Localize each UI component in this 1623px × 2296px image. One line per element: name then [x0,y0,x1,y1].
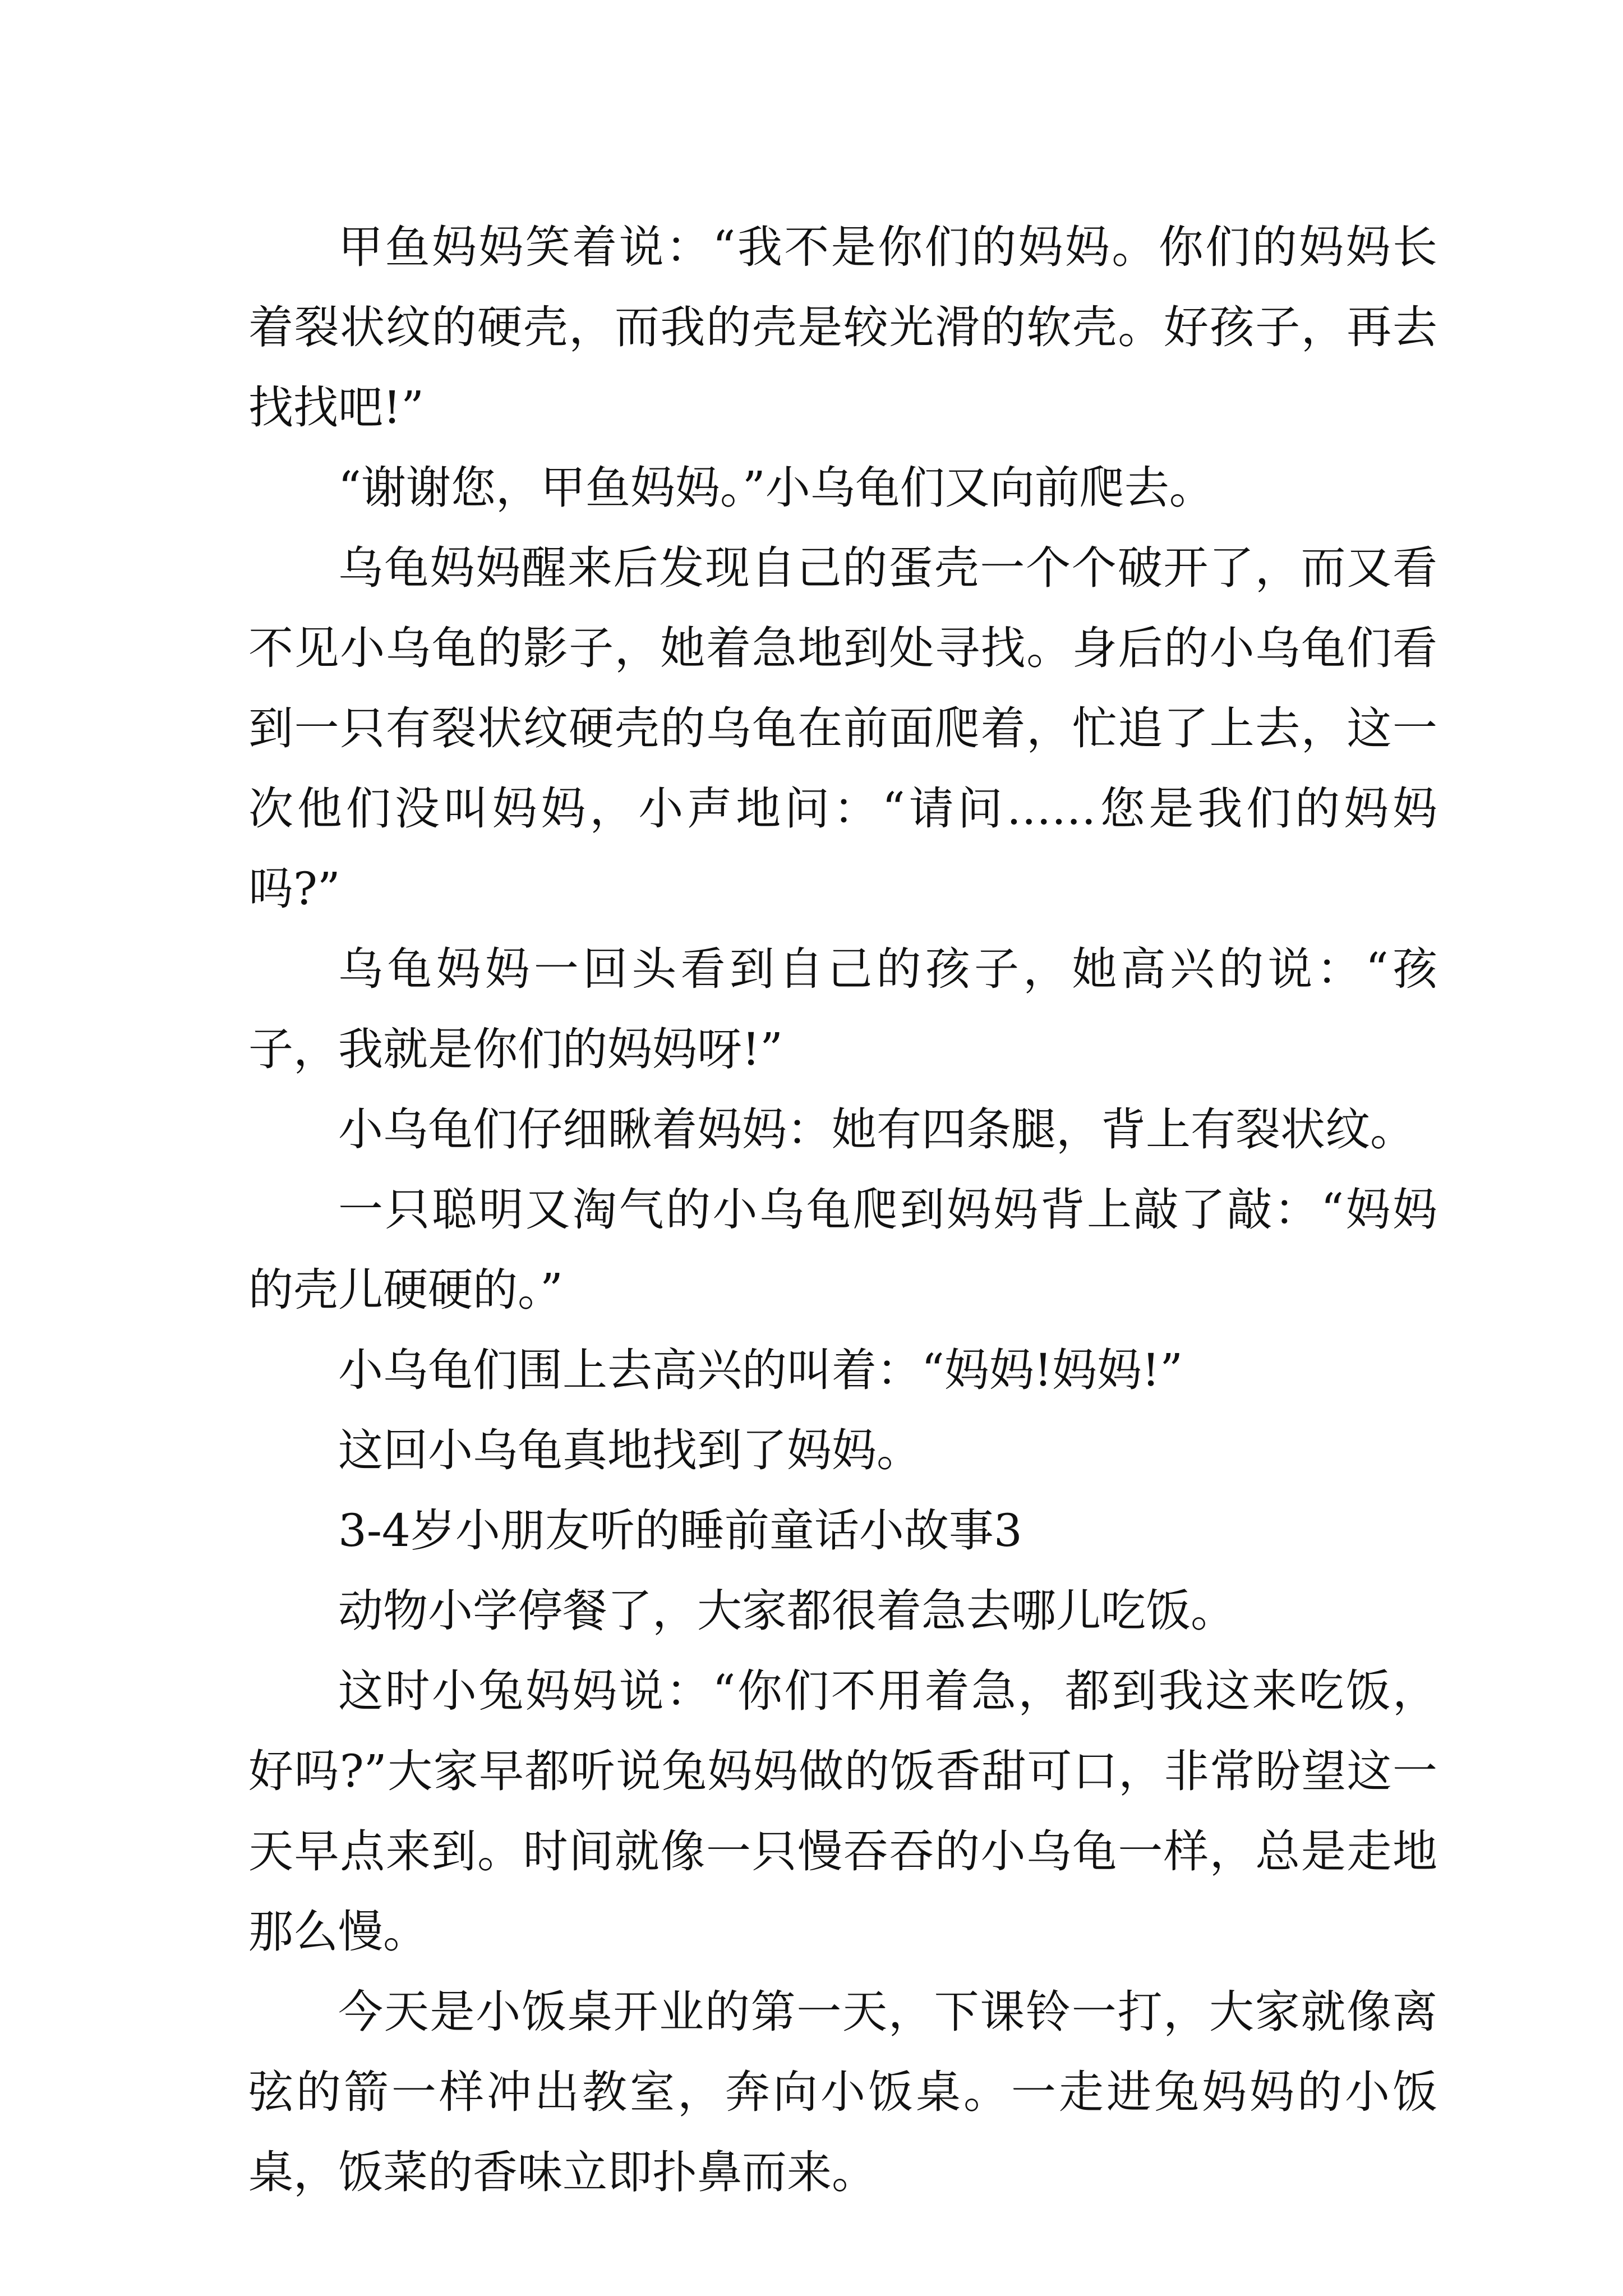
paragraph: 小乌龟们围上去高兴的叫着：“妈妈!妈妈!” [338,1344,1183,1396]
document-body [248,207,1437,2212]
paragraph: 今天是小饭桌开业的第一天，下课铃一打，大家就像离弦的箭一样冲出教室，奔向小饭桌。一走进兔妈妈的小饭桌，饭菜的香味立即扑鼻而来。 [248,1986,1437,2198]
paragraph: “谢谢您，甲鱼妈妈。”小乌龟们又向前爬去。 [338,462,1214,514]
paragraph: 一只聪明又淘气的小乌龟爬到妈妈背上敲了敲：“妈妈的壳儿硬硬的。” [248,1184,1437,1316]
section-heading: 3-4岁小朋友听的睡前童话小故事3 [338,1504,1022,1557]
paragraph: 乌龟妈妈醒来后发现自己的蛋壳一个个破开了，而又看不见小乌龟的影子，她着急地到处寻找。身后的小乌龟们看到一只有裂状纹硬壳的乌龟在前面爬着，忙追了上去，这一次他们没叫妈妈，小声地问：“请问……您是我们的妈妈吗?” [248,542,1437,915]
paragraph: 小乌龟们仔细瞅着妈妈：她有四条腿，背上有裂状纹。 [338,1103,1415,1156]
paragraph: 这时小兔妈妈说：“你们不用着急，都到我这来吃饭，好吗?”大家早都听说兔妈妈做的饭香甜可口，非常盼望这一天早点来到。时间就像一只慢吞吞的小乌龟一样，总是走地那么慢。 [248,1665,1437,1958]
paragraph: 乌龟妈妈一回头看到自己的孩子，她高兴的说：“孩子，我就是你们的妈妈呀!” [248,943,1437,1075]
paragraph: 这回小乌龟真地找到了妈妈。 [338,1424,921,1476]
paragraph: 甲鱼妈妈笑着说：“我不是你们的妈妈。你们的妈妈长着裂状纹的硬壳，而我的壳是较光滑的软壳。好孩子，再去找找吧!” [248,221,1437,434]
paragraph: 动物小学停餐了，大家都很着急去哪儿吃饭。 [338,1585,1235,1637]
